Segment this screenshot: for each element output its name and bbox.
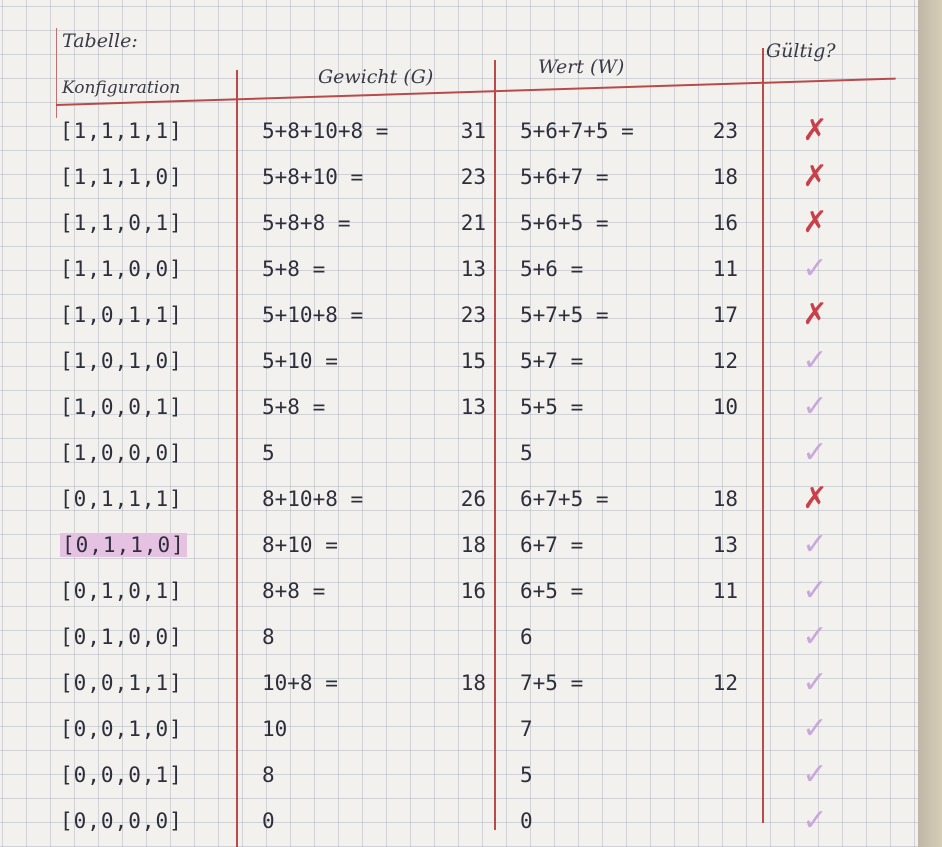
configuration-cell: [0,0,1,0] bbox=[60, 717, 183, 741]
weight-total: 18 bbox=[460, 533, 486, 557]
check-mark-icon: ✓ bbox=[802, 665, 828, 700]
configuration-cell: [1,0,0,0] bbox=[60, 441, 183, 465]
value-total: 18 bbox=[712, 165, 738, 189]
table-row bbox=[0, 660, 918, 706]
table-row bbox=[0, 384, 918, 430]
highlighted-configuration: [0,1,1,0] bbox=[62, 533, 185, 557]
value-expression: 5 bbox=[520, 441, 533, 465]
value-total bbox=[692, 430, 738, 476]
configuration-cell: [0,0,1,1] bbox=[60, 671, 183, 695]
value-expression: 0 bbox=[520, 809, 533, 833]
weight-total: 23 bbox=[460, 165, 486, 189]
cross-mark-icon: ✗ bbox=[802, 205, 828, 240]
weight-expression: 5+10 = bbox=[262, 349, 338, 373]
value-total bbox=[692, 798, 738, 844]
weight-expression: 5 bbox=[262, 441, 275, 465]
value-expression: 5+6+7+5 = bbox=[520, 119, 634, 143]
table-row bbox=[0, 430, 918, 476]
configuration-cell: [0,0,0,0] bbox=[60, 809, 183, 833]
check-mark-icon: ✓ bbox=[802, 527, 828, 562]
weight-expression: 8+10 = bbox=[262, 533, 338, 557]
table-row bbox=[0, 706, 918, 752]
weight-total bbox=[440, 798, 486, 844]
table-row bbox=[0, 568, 918, 614]
weight-total: 13 bbox=[460, 395, 486, 419]
configuration-cell: [1,0,0,1] bbox=[60, 395, 183, 419]
configuration-cell: [0,1,0,0] bbox=[60, 625, 183, 649]
configuration-cell: [1,1,0,1] bbox=[60, 211, 183, 235]
value-total bbox=[692, 614, 738, 660]
header-value: Wert (W) bbox=[538, 56, 625, 78]
value-expression: 6+5 = bbox=[520, 579, 584, 603]
cross-mark-icon: ✗ bbox=[802, 297, 828, 332]
check-mark-icon: ✓ bbox=[802, 573, 828, 608]
weight-total: 15 bbox=[460, 349, 486, 373]
weight-expression: 8 bbox=[262, 763, 275, 787]
value-expression: 7 bbox=[520, 717, 533, 741]
configuration-cell: [0,1,0,1] bbox=[60, 579, 183, 603]
weight-total: 26 bbox=[460, 487, 486, 511]
weight-total: 21 bbox=[460, 211, 486, 235]
weight-total bbox=[440, 614, 486, 660]
value-total bbox=[692, 706, 738, 752]
table-row bbox=[0, 292, 918, 338]
weight-expression: 5+8+10 = bbox=[262, 165, 364, 189]
value-total: 23 bbox=[712, 119, 738, 143]
header-configuration: Konfiguration bbox=[62, 78, 181, 98]
cross-mark-icon: ✗ bbox=[802, 113, 828, 148]
table-row bbox=[0, 522, 918, 568]
check-mark-icon: ✓ bbox=[802, 803, 828, 838]
configuration-cell: [1,1,0,0] bbox=[60, 257, 183, 281]
check-mark-icon: ✓ bbox=[802, 435, 828, 470]
configuration-cell: [1,1,1,1] bbox=[60, 119, 183, 143]
value-expression: 5 bbox=[520, 763, 533, 787]
header-underline bbox=[56, 78, 896, 106]
value-expression: 5+6 = bbox=[520, 257, 584, 281]
value-total bbox=[692, 752, 738, 798]
weight-expression: 5+10+8 = bbox=[262, 303, 364, 327]
check-mark-icon: ✓ bbox=[802, 711, 828, 746]
configuration-cell: [1,0,1,1] bbox=[60, 303, 183, 327]
check-mark-icon: ✓ bbox=[802, 251, 828, 286]
weight-total: 13 bbox=[460, 257, 486, 281]
table-row bbox=[0, 798, 918, 844]
weight-expression: 10+8 = bbox=[262, 671, 338, 695]
value-total: 18 bbox=[712, 487, 738, 511]
weight-total: 31 bbox=[460, 119, 486, 143]
check-mark-icon: ✓ bbox=[802, 389, 828, 424]
value-total: 11 bbox=[712, 579, 738, 603]
configuration-cell: [1,0,1,0] bbox=[60, 349, 183, 373]
configuration-cell bbox=[60, 522, 187, 568]
value-total: 17 bbox=[712, 303, 738, 327]
value-expression: 5+7 = bbox=[520, 349, 584, 373]
value-expression: 5+6+5 = bbox=[520, 211, 609, 235]
value-expression: 6+7 = bbox=[520, 533, 584, 557]
cross-mark-icon: ✗ bbox=[802, 159, 828, 194]
value-total: 12 bbox=[712, 349, 738, 373]
weight-total bbox=[440, 706, 486, 752]
table-row bbox=[0, 338, 918, 384]
table-row bbox=[0, 246, 918, 292]
value-expression: 5+5 = bbox=[520, 395, 584, 419]
check-mark-icon: ✓ bbox=[802, 343, 828, 378]
weight-expression: 10 bbox=[262, 717, 288, 741]
configuration-cell: [0,1,1,1] bbox=[60, 487, 183, 511]
table-row bbox=[0, 476, 918, 522]
header-valid: Gültig? bbox=[766, 40, 836, 62]
table-row bbox=[0, 752, 918, 798]
configuration-cell: [0,0,0,1] bbox=[60, 763, 183, 787]
weight-total: 16 bbox=[460, 579, 486, 603]
value-expression: 6+7+5 = bbox=[520, 487, 609, 511]
value-expression: 5+7+5 = bbox=[520, 303, 609, 327]
cross-mark-icon: ✗ bbox=[802, 481, 828, 516]
weight-total: 18 bbox=[460, 671, 486, 695]
weight-total bbox=[440, 752, 486, 798]
weight-expression: 5+8 = bbox=[262, 257, 326, 281]
weight-expression: 5+8+10+8 = bbox=[262, 119, 389, 143]
weight-expression: 0 bbox=[262, 809, 275, 833]
page-edge-background bbox=[918, 0, 942, 847]
configuration-cell: [1,1,1,0] bbox=[60, 165, 183, 189]
header-weight: Gewicht (G) bbox=[318, 66, 434, 88]
weight-expression: 8+8 = bbox=[262, 579, 326, 603]
table-row bbox=[0, 200, 918, 246]
weight-expression: 8 bbox=[262, 625, 275, 649]
value-total: 10 bbox=[712, 395, 738, 419]
value-expression: 6 bbox=[520, 625, 533, 649]
value-total: 11 bbox=[712, 257, 738, 281]
value-expression: 5+6+7 = bbox=[520, 165, 609, 189]
table-row bbox=[0, 108, 918, 154]
check-mark-icon: ✓ bbox=[802, 757, 828, 792]
table-row bbox=[0, 614, 918, 660]
value-total: 12 bbox=[712, 671, 738, 695]
check-mark-icon: ✓ bbox=[802, 619, 828, 654]
weight-expression: 5+8+8 = bbox=[262, 211, 351, 235]
value-expression: 7+5 = bbox=[520, 671, 584, 695]
weight-total bbox=[440, 430, 486, 476]
weight-expression: 5+8 = bbox=[262, 395, 326, 419]
weight-total: 23 bbox=[460, 303, 486, 327]
table-row bbox=[0, 154, 918, 200]
value-total: 13 bbox=[712, 533, 738, 557]
weight-expression: 8+10+8 = bbox=[262, 487, 364, 511]
table-title: Tabelle: bbox=[62, 30, 138, 52]
value-total: 16 bbox=[712, 211, 738, 235]
